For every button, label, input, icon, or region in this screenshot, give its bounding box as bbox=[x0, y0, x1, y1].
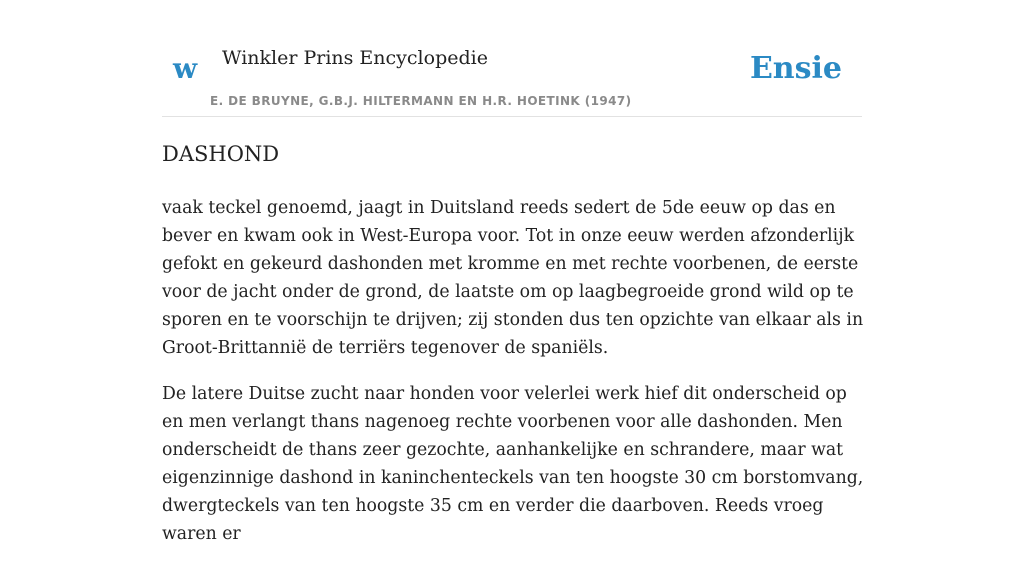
entry-title: DASHOND bbox=[162, 142, 280, 166]
source-logo[interactable]: w bbox=[173, 52, 198, 85]
article bbox=[162, 138, 864, 566]
article-paragraph-1: vaak teckel genoemd, jaagt in Duitsland reeds sedert de 5de eeuw op das en bever en kwam ook in West-Europa voor. Tot in onze eeuw werden afzonderlijk gefokt en gekeurd dashonden met kromme en met rechte voorbenen, de eerste voor de jacht onder de grond, de laatste om op laagbegroeide grond wild op te sporen en te voorschijn te drijven; zij stonden dus ten opzichte van elkaar als in Groot-Brittannië de terriërs tegenover de spaniëls. bbox=[162, 198, 864, 358]
source-authors: E. DE BRUYNE, G.B.J. HILTERMANN EN H.R. HOETINK (1947) bbox=[210, 94, 632, 108]
source-title[interactable]: Winkler Prins Encyclopedie bbox=[222, 47, 488, 69]
article-paragraph-2: De latere Duitse zucht naar honden voor velerlei werk hief dit onderscheid op en men verlangt thans nagenoeg rechte voorbenen voor alle dashonden. Men onderscheidt de thans zeer gezochte, aanhankelijke en schrandere, maar wat eigenzinnige dashond in kaninchenteckels van ten hoogste 30 cm borstomvang, dwergteckels van ten hoogste 35 cm en verder die daarboven. Reeds vroeg waren er bbox=[162, 384, 864, 544]
brand-logo[interactable]: Ensie bbox=[749, 51, 842, 86]
page-header bbox=[162, 0, 862, 117]
